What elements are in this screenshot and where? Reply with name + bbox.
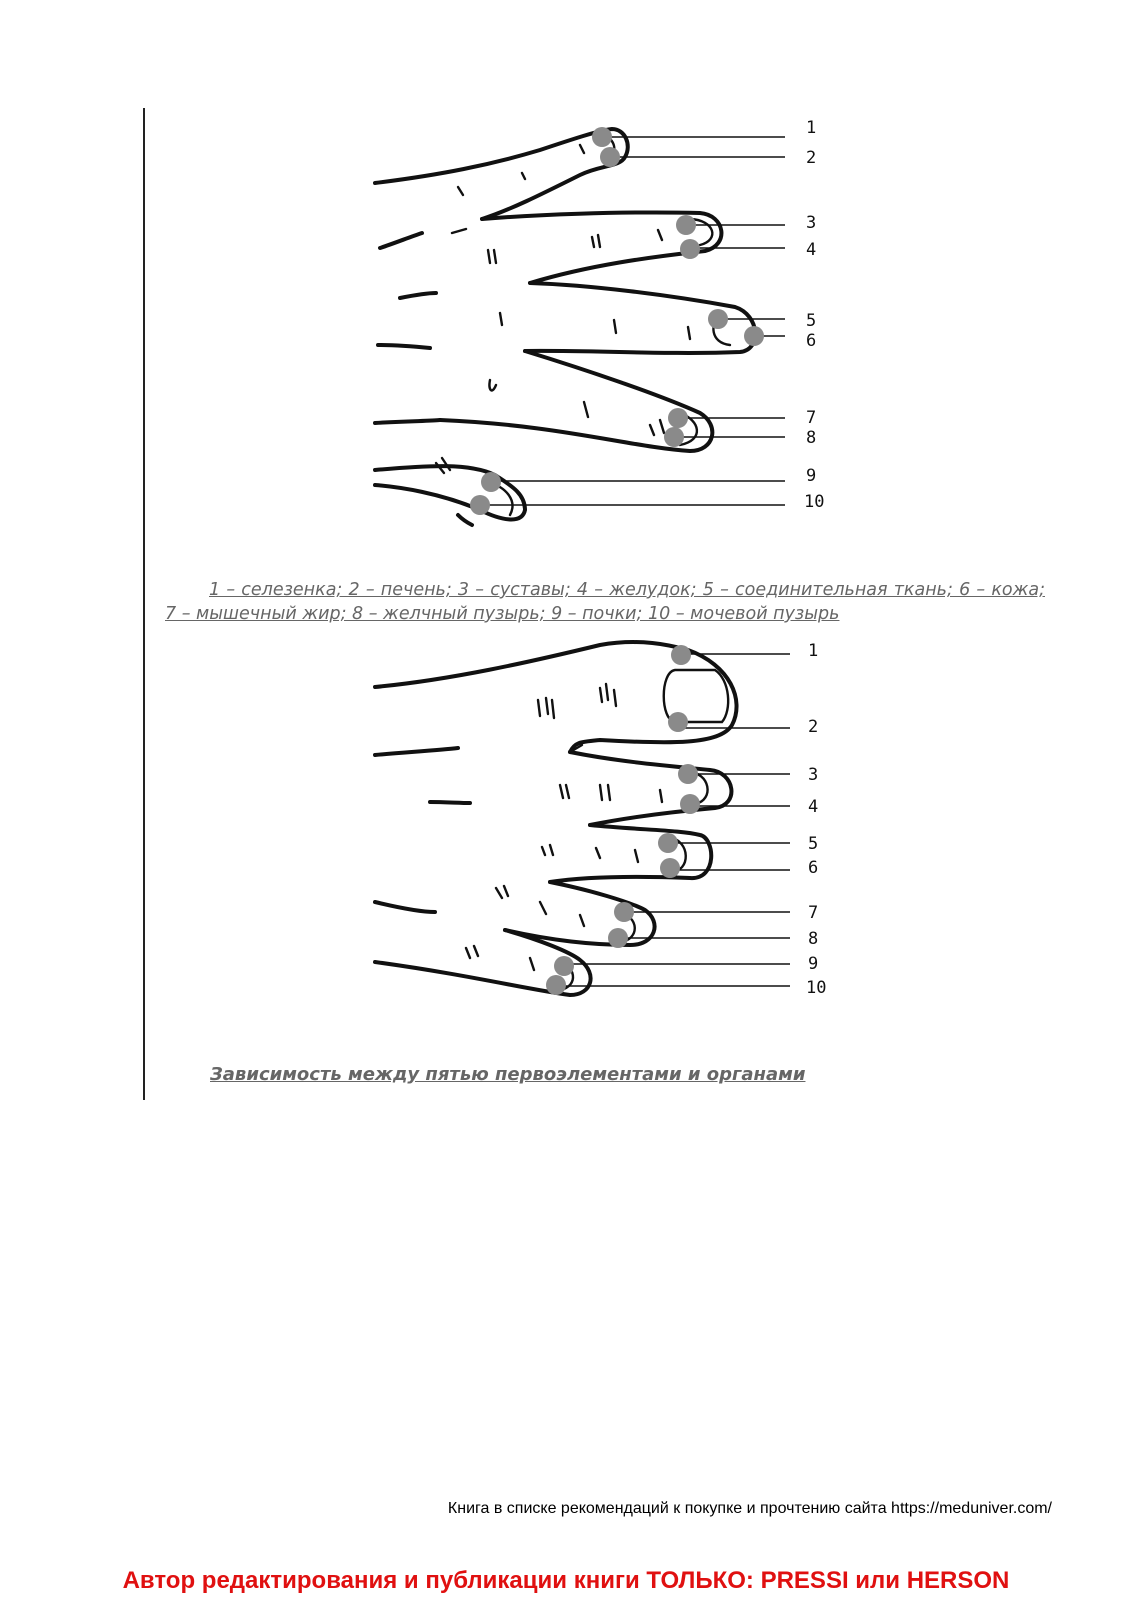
hand-diagram bbox=[370, 115, 850, 540]
hand-label-6: 6 bbox=[806, 331, 817, 351]
foot-label-6: 6 bbox=[808, 858, 819, 878]
foot-label-7: 7 bbox=[808, 903, 819, 923]
hand-label-5: 5 bbox=[806, 311, 817, 331]
foot-label-1: 1 bbox=[808, 641, 819, 661]
foot-diagram bbox=[370, 640, 850, 1020]
foot-label-10: 10 bbox=[806, 978, 827, 998]
foot-label-9: 9 bbox=[808, 954, 819, 974]
hand-caption: 1 – селезенка; 2 – печень; 3 – суставы; 4 – желудок; 5 – соединительная ткань; 6 – кожа; 7 – мышечный жир; 8 – желчный пузырь; 9 – почки; 10 – мочевой пузырь bbox=[165, 580, 1045, 624]
hand-label-9: 9 bbox=[806, 466, 817, 486]
foot-label-4: 4 bbox=[808, 797, 819, 817]
foot-label-2: 2 bbox=[808, 717, 819, 737]
foot-caption: Зависимость между пятью первоэлементами и органами bbox=[210, 1064, 806, 1085]
left-margin-rule bbox=[143, 108, 145, 1100]
hand-label-3: 3 bbox=[806, 213, 817, 233]
foot-label-5: 5 bbox=[808, 834, 819, 854]
hand-label-7: 7 bbox=[806, 408, 817, 428]
hand-label-10: 10 bbox=[804, 492, 825, 512]
foot-label-3: 3 bbox=[808, 765, 819, 785]
footer-author-notice: Автор редактирования и публикации книги ТОЛЬКО: PRESSI или HERSON bbox=[122, 1567, 1010, 1594]
hand-label-4: 4 bbox=[806, 240, 817, 260]
foot-label-8: 8 bbox=[808, 929, 819, 949]
hand-label-1: 1 bbox=[806, 118, 817, 138]
hand-label-8: 8 bbox=[806, 428, 817, 448]
hand-label-2: 2 bbox=[806, 148, 817, 168]
footer-recommendation-note: Книга в списке рекомендаций к покупке и прочтению сайта https://meduniver.com/ bbox=[447, 1500, 1052, 1517]
